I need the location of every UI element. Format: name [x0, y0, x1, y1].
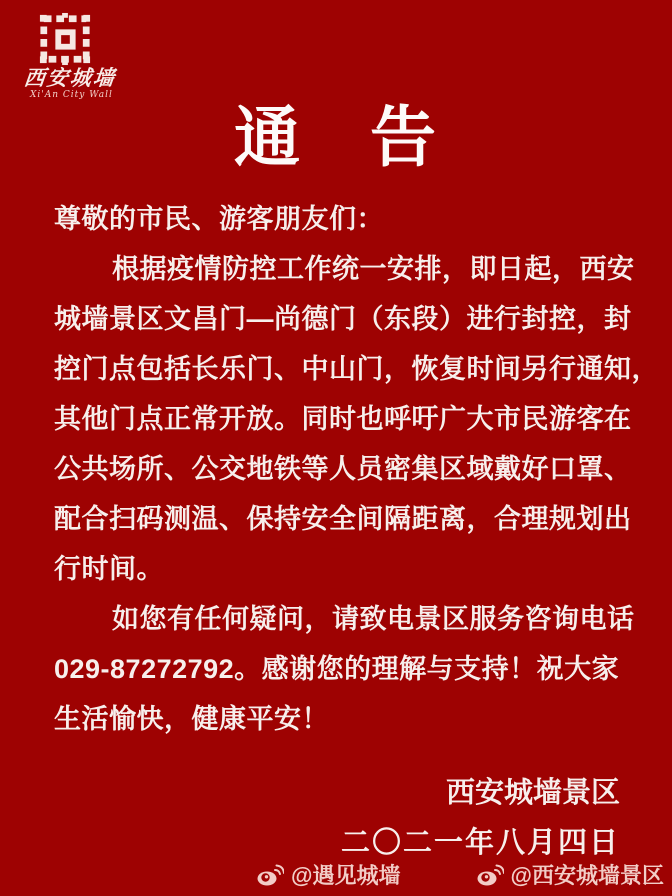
watermark-right	[476, 859, 664, 890]
body-line: 029-87272792。感谢您的理解与支持！祝大家	[54, 654, 620, 684]
body-line: 根据疫情防控工作统一安排，即日起，西安	[112, 254, 635, 284]
body-line: 其他门点正常开放。同时也呼吁广大市民游客在	[54, 404, 632, 434]
logo-name-english: Xi'An City Wall	[30, 90, 113, 100]
salutation-line: 尊敬的市民、游客朋友们：	[54, 204, 384, 234]
body-line: 如您有任何疑问，请致电景区服务咨询电话	[112, 604, 635, 634]
notice-title: 通 告	[234, 100, 438, 174]
body-line: 控门点包括长乐门、中山门，恢复时间另行通知，	[54, 354, 659, 384]
notice-body	[54, 194, 659, 744]
logo-name-chinese: 西安城墙	[22, 65, 118, 90]
signature-org: 西安城墙景区	[445, 777, 620, 809]
city-wall-seal-icon	[36, 12, 94, 66]
body-line: 城墙景区文昌门—尚德门（东段）进行封控，封	[54, 304, 632, 334]
body-line: 行时间。	[54, 554, 164, 584]
watermark-handle: @西安城墙景区	[510, 863, 664, 888]
body-line: 生活愉快，健康平安！	[54, 704, 329, 734]
weibo-icon	[256, 863, 284, 887]
watermark-left	[256, 859, 400, 890]
signature-date: 二〇二一年八月四日	[340, 827, 620, 859]
watermark-handle: @遇见城墙	[291, 863, 401, 888]
weibo-icon	[476, 863, 504, 887]
body-line: 公共场所、公交地铁等人员密集区域戴好口罩、	[54, 454, 632, 484]
body-line: 配合扫码测温、保持安全间隔距离，合理规划出	[54, 504, 632, 534]
